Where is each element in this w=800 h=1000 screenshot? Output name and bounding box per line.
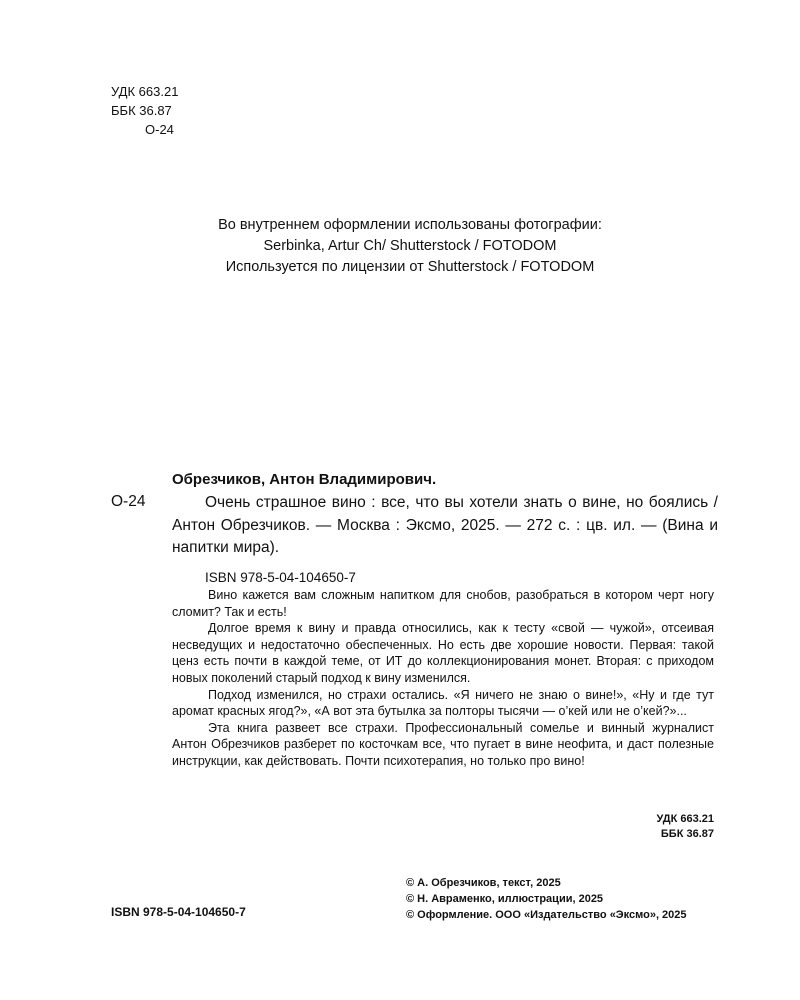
photo-credits-line: Serbinka, Artur Ch/ Shutterstock / FOTODOM xyxy=(263,238,557,254)
copyright-line: © Оформление. ООО «Издательство «Эксмо», 2025 xyxy=(406,909,687,921)
isbn-bottom: ISBN 978-5-04-104650-7 xyxy=(111,905,246,919)
copyright-line: © А. Обрезчиков, текст, 2025 xyxy=(406,877,561,889)
bibliographic-entry xyxy=(172,470,718,587)
annotation-paragraph: Долгое время к вину и правда относились, как к тесту «свой — чужой», отсеивая несведущих и недостаточно обеспеченных. Но есть две хорошие новости. Первая: такой ценз есть почти в каждой теме, от ИТ до коллекционирования монет. Вторая: с приходом новых поколений старый подход к вину изменился. xyxy=(172,621,714,685)
classification-block-bottom xyxy=(560,812,714,842)
bibliographic-description: Очень страшное вино : все, что вы хотели знать о вине, но боялись / Антон Обрезчиков. — Москва : Эксмо, 2025. — 272 с. : цв. ил. — (Вина и напитки мира). xyxy=(172,494,718,556)
author-heading: Обрезчиков, Антон Владимирович. xyxy=(172,471,437,488)
entry-isbn: ISBN 978-5-04-104650-7 xyxy=(205,569,356,585)
annotation-paragraph: Подход изменился, но страхи остались. «Я ничего не знаю о вине!», «Ну и где тут аромат красных ягод?», «А вот эта бутылка за полторы тысячи — о’кей или не о’кей?»... xyxy=(172,687,714,719)
annotation-paragraph: Эта книга развеет все страхи. Профессиональный сомелье и винный журналист Антон Обрезчиков разберет по косточкам все, что пугает в вине неофита, и даст полезные инструкции, как действовать. Почти психотерапия, но только про вино! xyxy=(172,720,714,768)
side-author-mark: О-24 xyxy=(111,493,146,510)
photo-credits xyxy=(120,215,700,278)
annotation xyxy=(172,587,714,770)
bbk-code: ББК 36.87 xyxy=(111,103,172,118)
copyright-block xyxy=(406,875,687,923)
udk-code-bottom: УДК 663.21 xyxy=(656,813,714,825)
copyright-line: © Н. Авраменко, иллюстрации, 2025 xyxy=(406,893,604,905)
bbk-code-bottom: ББК 36.87 xyxy=(660,828,714,840)
annotation-paragraph: Вино кажется вам сложным напитком для снобов, разобраться в котором черт ногу сломит? Так и есть! xyxy=(172,588,714,619)
udk-code: УДК 663.21 xyxy=(111,84,179,99)
photo-credits-line: Используется по лицензии от Shutterstock / FOTODOM xyxy=(225,259,595,275)
classification-block-top xyxy=(111,82,178,139)
author-mark: О-24 xyxy=(145,122,174,137)
photo-credits-line: Во внутреннем оформлении использованы фотографии: xyxy=(218,217,602,233)
